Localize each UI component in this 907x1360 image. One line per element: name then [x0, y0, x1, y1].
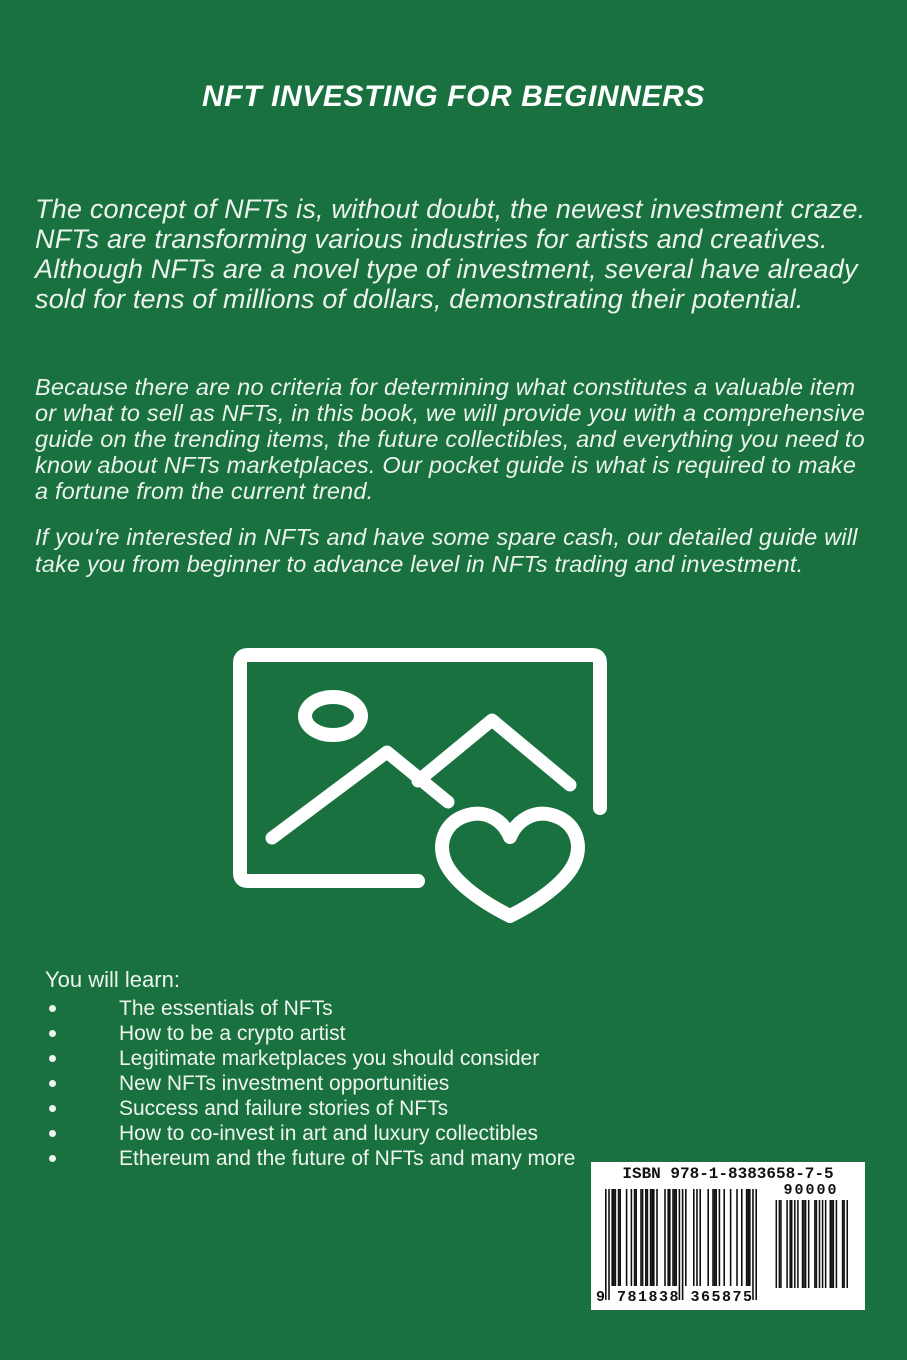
- list-item: [45, 1146, 665, 1171]
- list-item-label: Success and failure stories of NFTs: [119, 1097, 449, 1120]
- sun-shape: [305, 697, 361, 735]
- list-item: [45, 1046, 665, 1071]
- list-item: [45, 1121, 665, 1146]
- isbn-label: ISBN 978-1-8383658-7-5: [622, 1165, 834, 1183]
- list-item-label: Ethereum and the future of NFTs and many more: [119, 1147, 576, 1170]
- ean13-barcode: [605, 1189, 757, 1300]
- list-item: [45, 1071, 665, 1096]
- isbn-barcode-panel: [591, 1162, 865, 1310]
- bullet-icon: [49, 1030, 56, 1037]
- guide-paragraph: Because there are no criteria for determining what constitutes a valuable item or what to sell as NFTs, in this book, we will provide you with a comprehensive guide on the trending items, the future collectibles, and everything you need to know about NFTs marketplaces. Our pocket guide is what is required to make a fortune from the current trend.: [35, 374, 872, 504]
- learn-section: [45, 966, 665, 1171]
- list-item-label: How to be a crypto artist: [119, 1022, 346, 1045]
- bullet-icon: [49, 1130, 56, 1137]
- list-item-label: How to co-invest in art and luxury collectibles: [119, 1122, 539, 1145]
- mountain-right-shape: [418, 720, 570, 785]
- intro-paragraph: The concept of NFTs is, without doubt, the newest investment craze. NFTs are transforming various industries for artists and creatives. Although NFTs are a novel type of investment, several have already sold for tens of millions of dollars, demonstrating their potential.: [35, 194, 881, 314]
- bullet-icon: [49, 1155, 56, 1162]
- heart-shape: [442, 814, 578, 916]
- learn-heading: You will learn:: [45, 967, 180, 992]
- list-item-label: Legitimate marketplaces you should consider: [119, 1047, 540, 1070]
- mountain-left-shape: [272, 752, 448, 838]
- bullet-icon: [49, 1105, 56, 1112]
- learn-list: [45, 996, 665, 1171]
- book-title: NFT INVESTING FOR BEGINNERS: [202, 80, 705, 113]
- bullet-icon: [49, 1080, 56, 1087]
- barcode-supplement-label: 90000: [783, 1182, 839, 1199]
- list-item-label: New NFTs investment opportunities: [119, 1072, 450, 1095]
- ean5-supplement-barcode: [774, 1200, 848, 1288]
- pitch-paragraph: If you're interested in NFTs and have some spare cash, our detailed guide will take you from beginner to advance level in NFTs trading and investment.: [35, 524, 865, 577]
- bullet-icon: [49, 1005, 56, 1012]
- list-item: [45, 996, 665, 1021]
- list-item-label: The essentials of NFTs: [119, 997, 333, 1020]
- bullet-icon: [49, 1055, 56, 1062]
- list-item: [45, 1021, 665, 1046]
- list-item: [45, 1096, 665, 1121]
- picture-with-heart-icon: [228, 645, 613, 935]
- ean13-digits: 9 781838 365875: [596, 1289, 754, 1306]
